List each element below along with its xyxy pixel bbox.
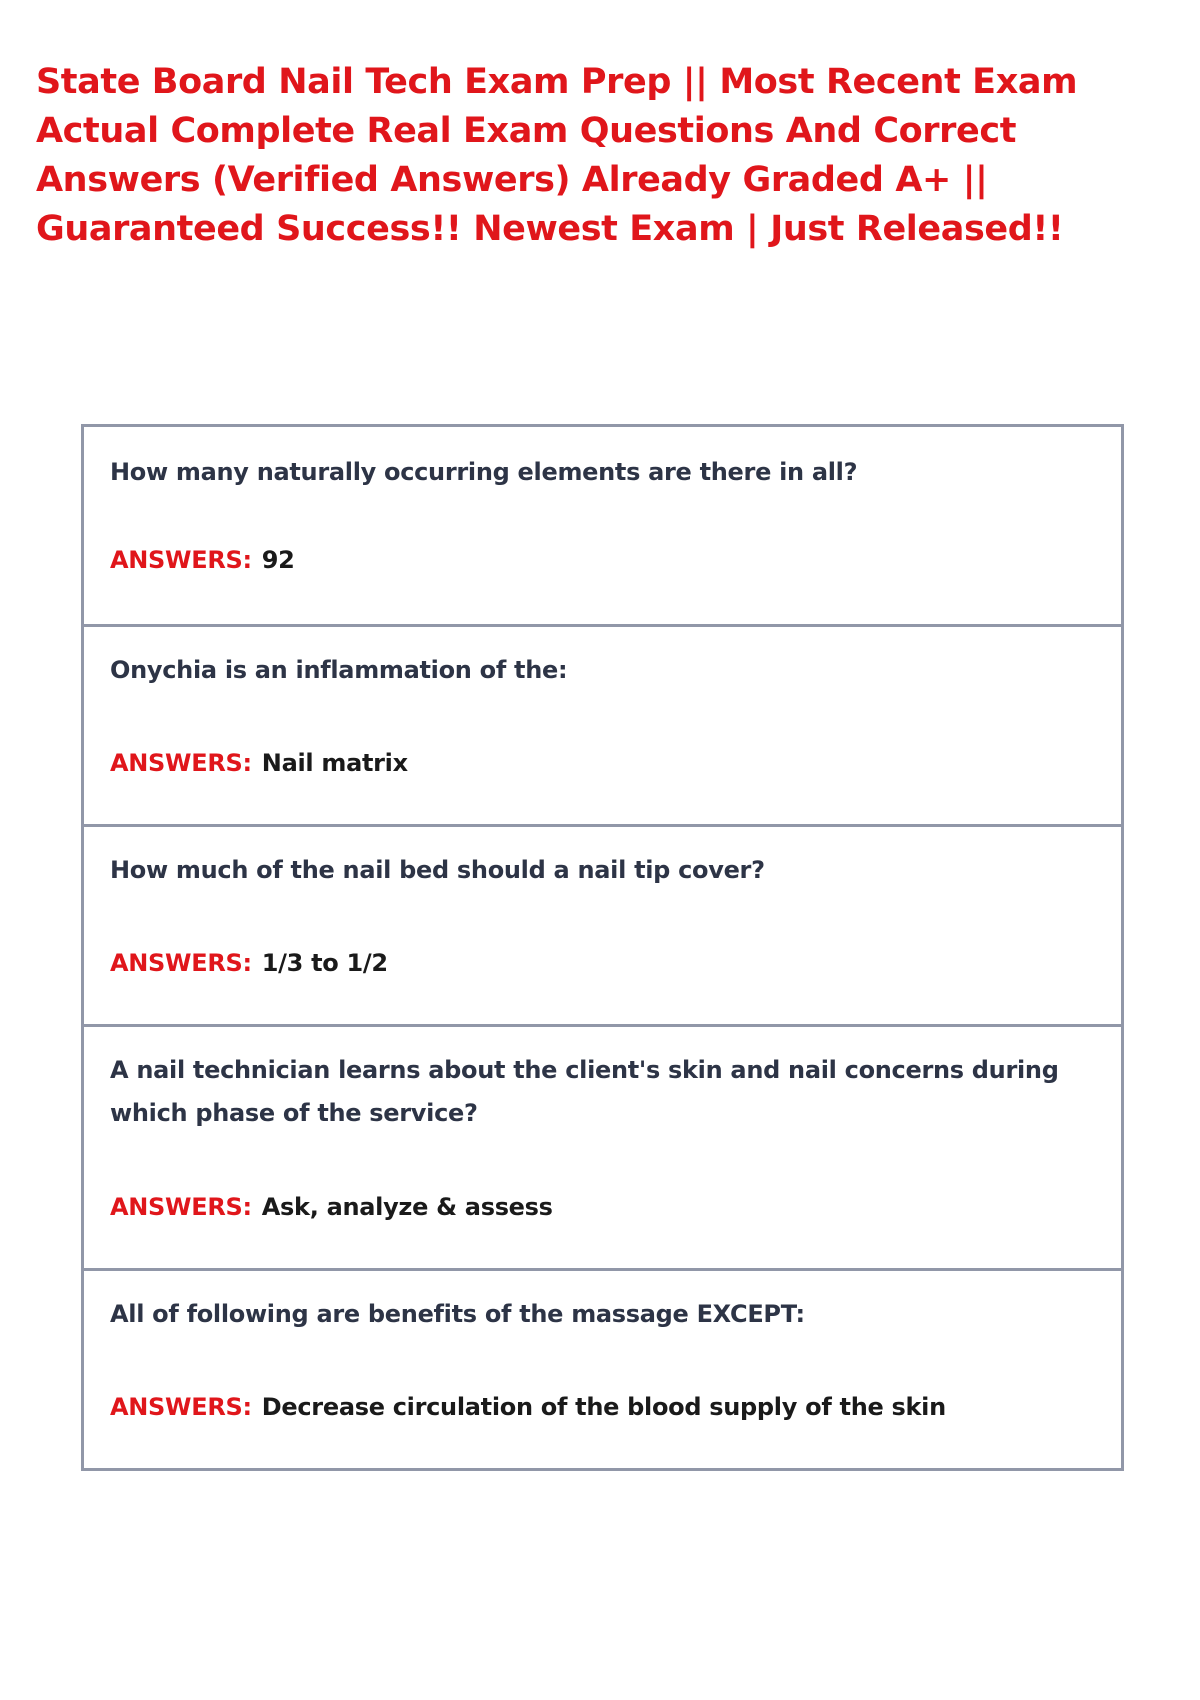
answer-text: Ask, analyze & assess (261, 1193, 553, 1221)
qa-cell (83, 1026, 1123, 1270)
answer-line (110, 1190, 1095, 1224)
answer-label: ANSWERS: (110, 949, 252, 977)
page-title: State Board Nail Tech Exam Prep || Most Recent Exam Actual Complete Real Exam Questions And Correct Answers (Verified Answers) Already Graded A+ || Guaranteed Success!! Newest Exam | Just Released!! (36, 62, 1078, 249)
question-text: How much of the nail bed should a nail tip cover? (110, 856, 765, 884)
answer-line (110, 1390, 1095, 1424)
answer-line (110, 746, 1095, 780)
answer-label: ANSWERS: (110, 1193, 252, 1221)
table-row (83, 1026, 1123, 1270)
table-row (83, 426, 1123, 626)
qa-cell (83, 426, 1123, 626)
qa-cell (83, 1270, 1123, 1470)
qa-cell (83, 826, 1123, 1026)
table-row (83, 626, 1123, 826)
answer-label: ANSWERS: (110, 749, 252, 777)
answer-label: ANSWERS: (110, 546, 252, 574)
answer-text: 1/3 to 1/2 (261, 949, 388, 977)
answer-label: ANSWERS: (110, 1393, 252, 1421)
question-text: Onychia is an inflammation of the: (110, 656, 568, 684)
question-text: A nail technician learns about the client's skin and nail concerns during which phase of the service? (110, 1056, 1059, 1127)
answer-line (110, 946, 1095, 980)
answer-text: 92 (261, 546, 295, 574)
qa-table (81, 424, 1124, 1471)
question-text: All of following are benefits of the massage EXCEPT: (110, 1300, 805, 1328)
table-row (83, 826, 1123, 1026)
question-text: How many naturally occurring elements are there in all? (110, 458, 858, 486)
answer-line (110, 543, 1095, 577)
table-row (83, 1270, 1123, 1470)
answer-text: Decrease circulation of the blood supply of the skin (261, 1393, 946, 1421)
qa-cell (83, 626, 1123, 826)
answer-text: Nail matrix (261, 749, 408, 777)
